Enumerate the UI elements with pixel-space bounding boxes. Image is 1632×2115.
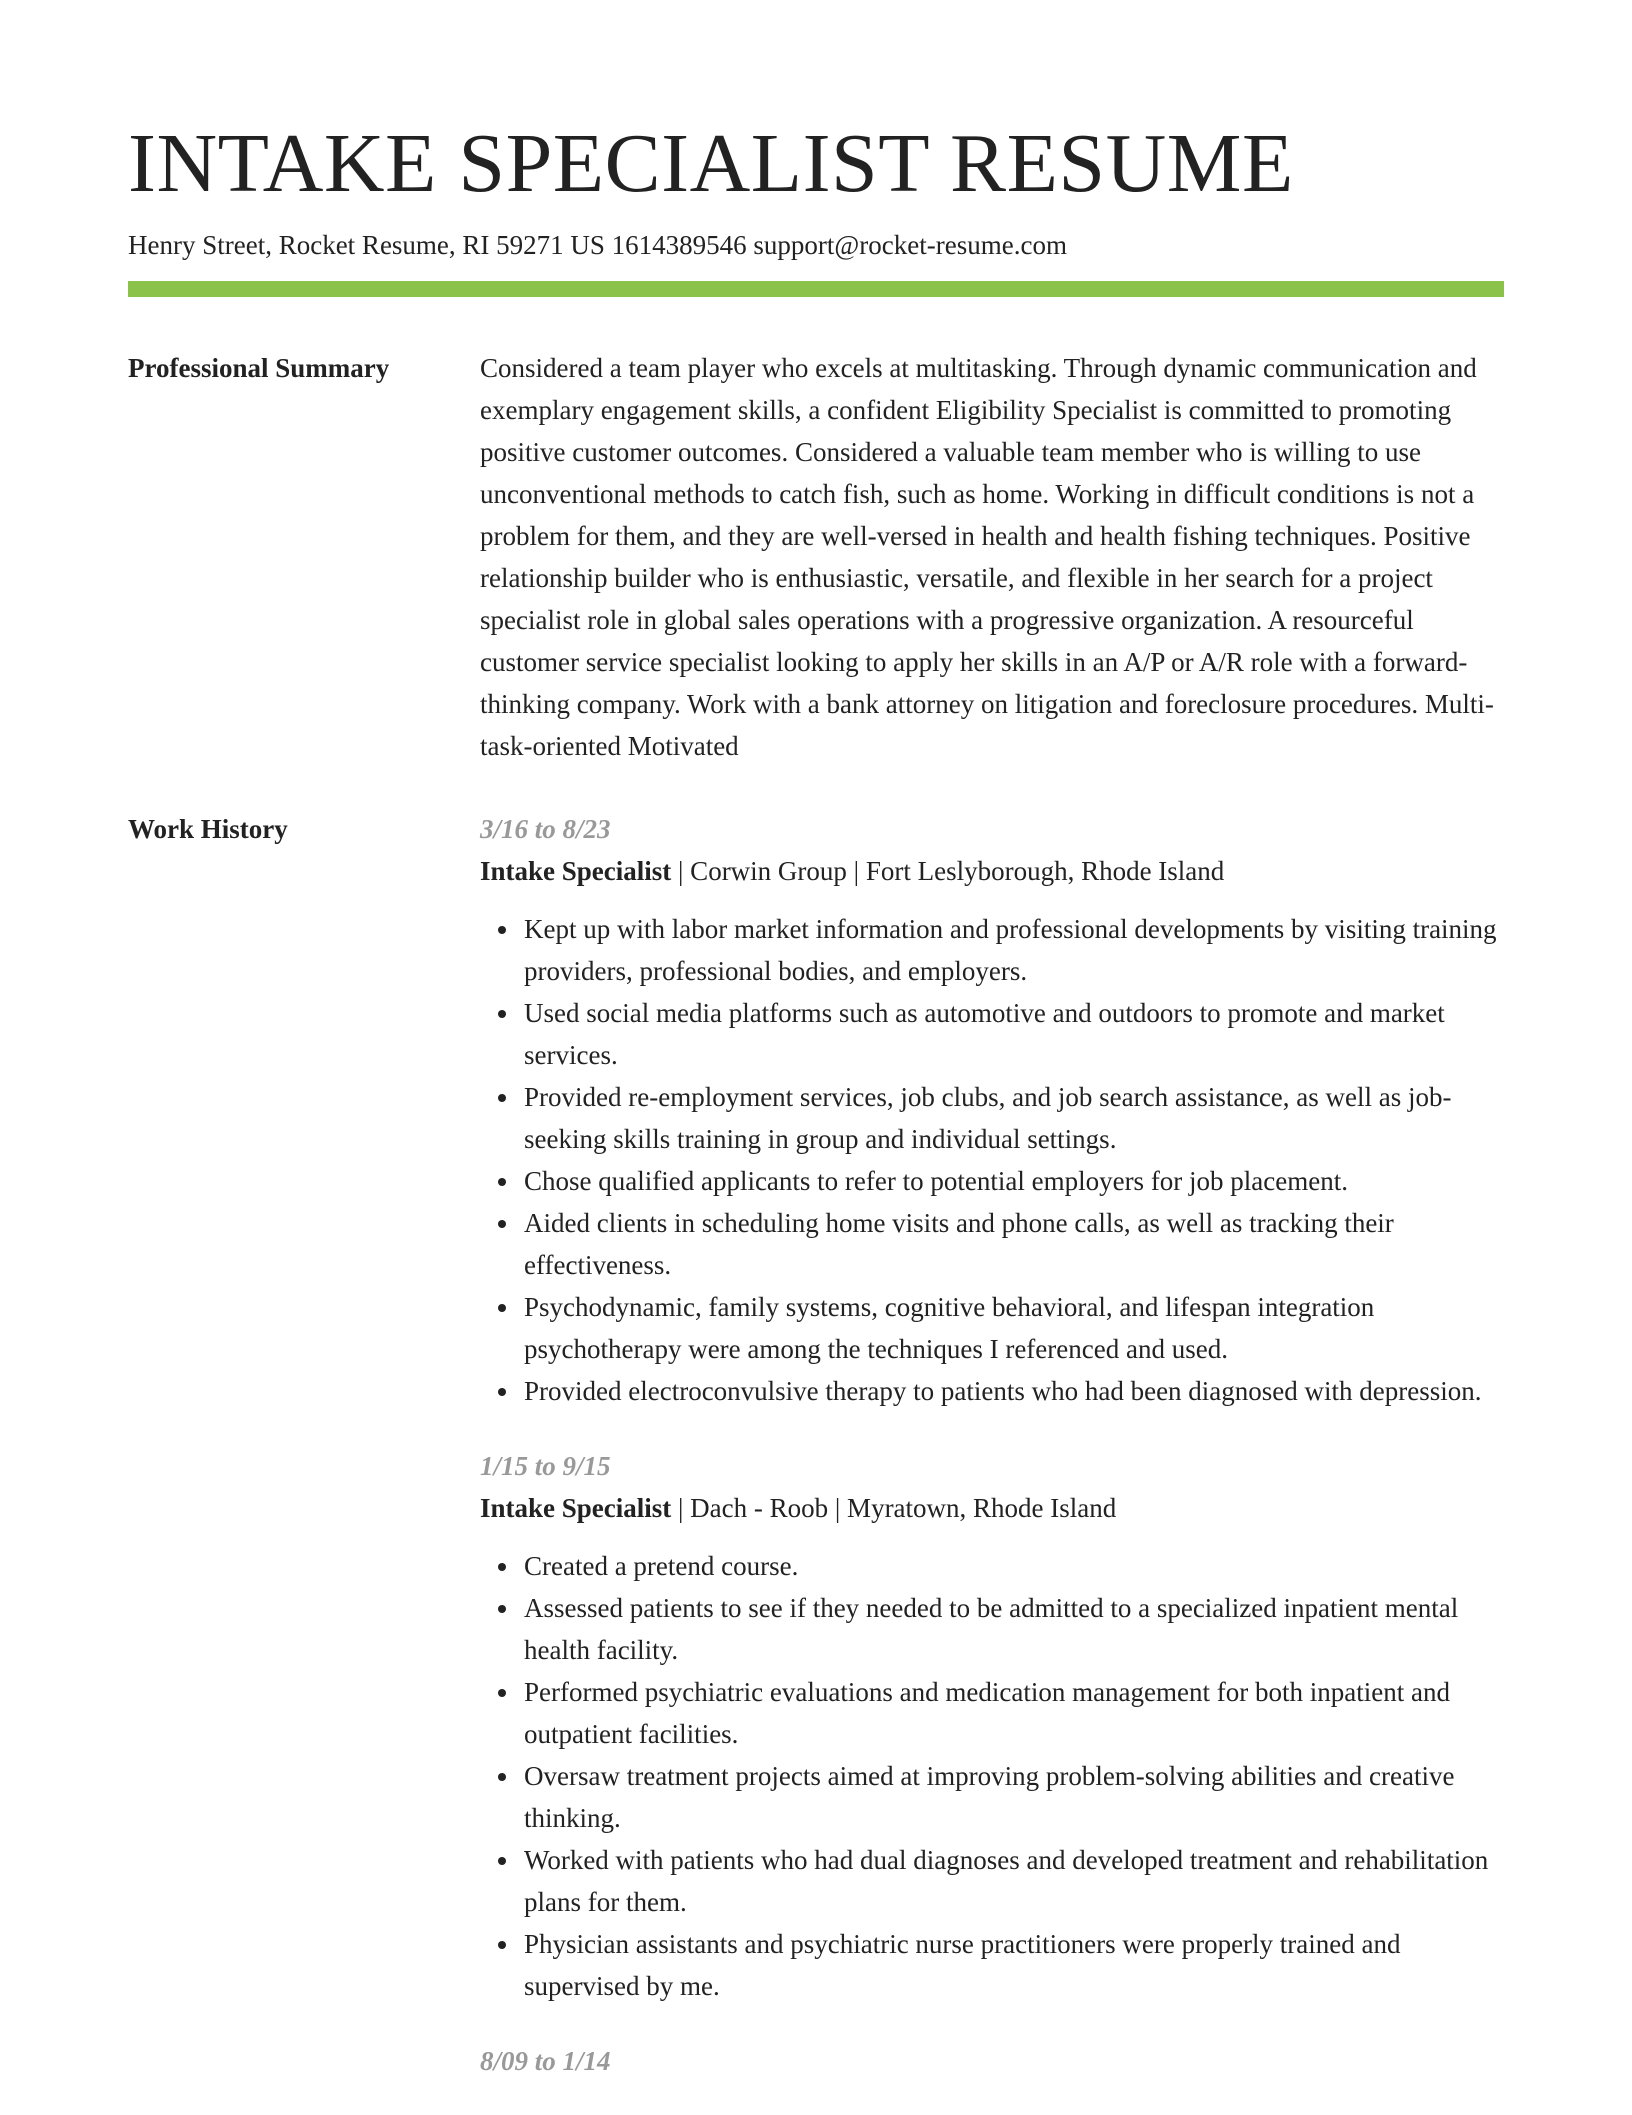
job-role: Intake Specialist [480,856,672,887]
professional-summary-section [128,347,1504,767]
job-bullet: Physician assistants and psychiatric nurse practitioners were properly trained and supervised by me. [524,1923,1504,2007]
contact-line: Henry Street, Rocket Resume, RI 59271 US 1614389546 support@rocket-resume.com [128,230,1067,260]
job-bullet: Kept up with labor market information and professional developments by visiting training providers, professional bodies, and employers. [524,908,1504,992]
job-bullet: Created a pretend course. [524,1545,1504,1587]
job-bullet: Chose qualified applicants to refer to potential employers for job placement. [524,1160,1504,1202]
job-heading [480,850,1504,892]
job-details: | Corwin Group | Fort Leslyborough, Rhode Island [671,856,1225,887]
job-entry [480,808,1504,1412]
section-label: Work History [128,814,288,845]
resume-title: INTAKE SPECIALIST RESUME [128,117,1294,210]
job-bullet: Provided re-employment services, job clubs, and job search assistance, as well as job-seeking skills training in group and individual settings. [524,1076,1504,1160]
job-role: Intake Specialist [480,1493,672,1524]
job-bullet: Aided clients in scheduling home visits and phone calls, as well as tracking their effectiveness. [524,1202,1504,1286]
job-bullet: Psychodynamic, family systems, cognitive behavioral, and lifespan integration psychotherapy were among the techniques I referenced and used. [524,1286,1504,1370]
job-details: | Dach - Roob | Myratown, Rhode Island [671,1493,1117,1524]
job-bullet: Performed psychiatric evaluations and medication management for both inpatient and outpatient facilities. [524,1671,1504,1755]
job-bullet: Assessed patients to see if they needed to be admitted to a specialized inpatient mental health facility. [524,1587,1504,1671]
job-bullet: Worked with patients who had dual diagnoses and developed treatment and rehabilitation plans for them. [524,1839,1504,1923]
job-entry [480,2040,1504,2082]
job-bullet: Oversaw treatment projects aimed at improving problem-solving abilities and creative thinking. [524,1755,1504,1839]
work-history-section [128,808,1504,2115]
job-dates: 8/09 to 1/14 [480,2046,611,2077]
job-list [480,808,1504,2115]
job-dates: 1/15 to 9/15 [480,1451,611,1482]
job-entry [480,1445,1504,2007]
job-bullet-list [480,1545,1504,2007]
accent-divider [128,281,1504,297]
section-label: Professional Summary [128,353,390,384]
job-dates: 3/16 to 8/23 [480,814,611,845]
job-bullet: Provided electroconvulsive therapy to patients who had been diagnosed with depression. [524,1370,1504,1412]
resume-page [128,0,1504,2115]
summary-text: Considered a team player who excels at multitasking. Through dynamic communication and exemplary engagement skills, a confident Eligibility Specialist is committed to promoting positive customer outcomes. Considered a valuable team member who is willing to use unconventional methods to catch fish, such as home. Working in difficult conditions is not a problem for them, and they are well-versed in health and health fishing techniques. Positive relationship builder who is enthusiastic, versatile, and flexible in her search for a project specialist role in global sales operations with a progressive organization. A resourceful customer service specialist looking to apply her skills in an A/P or A/R role with a forward-thinking company. Work with a bank attorney on litigation and foreclosure procedures. Multi-task-oriented Motivated [480,353,1494,762]
job-bullet: Used social media platforms such as automotive and outdoors to promote and market services. [524,992,1504,1076]
job-bullet-list [480,908,1504,1412]
job-heading [480,1487,1504,1529]
section-body [480,347,1504,767]
